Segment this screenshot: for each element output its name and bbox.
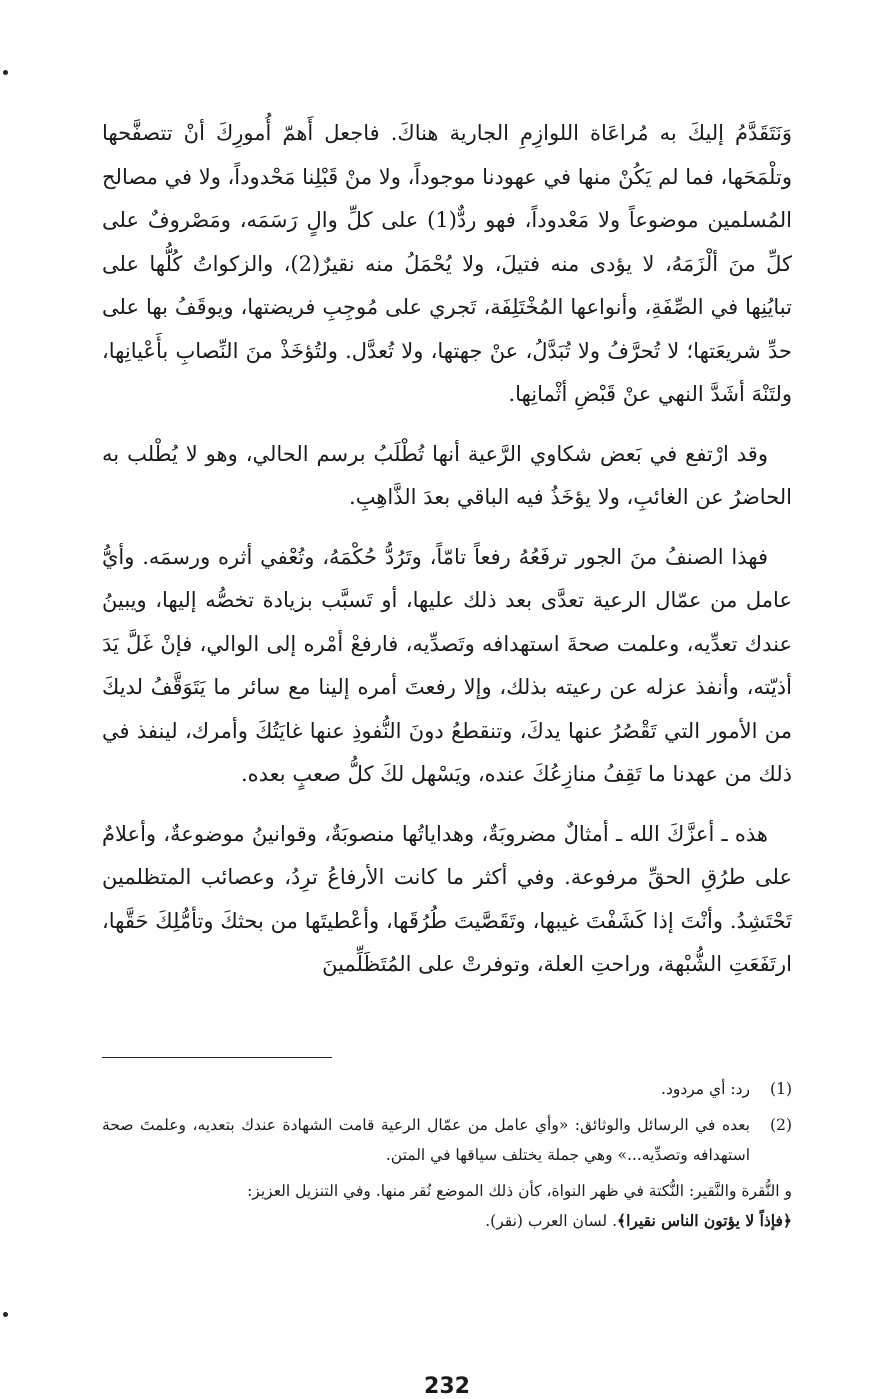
page-number: 232 xyxy=(424,1374,470,1399)
footnote-3 xyxy=(102,1176,792,1236)
quran-quote: ﴿فإذاً لا يؤتون الناس نقيرا﴾ xyxy=(617,1211,792,1230)
footnote-divider xyxy=(102,1057,332,1058)
footnotes xyxy=(102,1074,792,1242)
page-body xyxy=(102,112,793,1399)
footnote-source: . لسان العرب (نقر). xyxy=(485,1212,617,1230)
paragraph-1: وَنَتَقَدَّمُ إليكَ به مُراعَاة اللوازِمِ الجارية هناكَ. فاجعل أَهمّ أُمورِكَ أنْ تتصفَّحها وتلْمَحَها، فما لم يَكُنْ منها في عهودنا موجوداً، ولا منْ قَبْلِنا مَحْدوداً، ولا في مصالح المُسلمين موضوعاً ولا مَعْدوداً، فهو ردٌّ(1) على كلِّ والٍ رَسَمَه، ومَصْروفٌ على كلِّ منَ ألْزَمَهُ، لا يؤدى منه فتيلَ، ولا يُحْمَلُ منه نقيرٌ(2)، والزكواتُ كُلُّها على تبايُنِها في الصِّفَةِ، وأنواعها المُخْتَلِفَة، تَجري على مُوجِبِ فريضتها، ويوقَفُ بها على حدِّ شريعَتها؛ لا تُحرَّفُ ولا تُبَدَّلُ، عنْ جهتها، ولا تُعدَّل. ولتُؤخَذْ منَ النِّصابِ بأَعْيانِها، ولتَنْهَ أشَدَّ النهي عنْ قَبْضِ أثْمانِها. xyxy=(102,121,793,406)
footnote-number: (2) xyxy=(770,1116,792,1134)
footnote-1 xyxy=(102,1074,792,1104)
footnote-2 xyxy=(102,1110,792,1170)
paragraph-2: وقد ارْتفع في بَعض شكاوي الرَّعية أنها تُطْلَبُ برسم الحالي، وهو لا يُطْلب به الحاضرُ عن الغائبِ، ولا يؤخَذُ فيه الباقي بعدَ الذَّاهِبِ. xyxy=(102,441,792,509)
footnote-text-main: و النُّقرة والنَّقير: النُّكتة في ظهر النواة، كأن ذلك الموضع نُقر منها. وفي التنزيل العزيز: xyxy=(247,1182,792,1200)
paragraph-4: هذه ـ أعزَّكَ الله ـ أمثالٌ مضروبَةٌ، وهداياتُها منصوبَةٌ، وقوانينُ موضوعةٌ، وأعلامٌ على طرُقِ الحقِّ مرفوعة. وفي أكثر ما كانت الأرفاعُ ترِدُ، وعصائب المتظلمين تَحْتَشِدُ. وأنْتَ إذا كَشَفْتَ غيبها، وتَقَصَّيتَ طُرُقَها، وأعْطيتَها من بحثكَ وتأمُّلِكَ حَقَّها، ارتَفَعَتِ الشُّبْهة، وراحتِ العلة، وتوفرتْ على المُتَظَلِّمينَ xyxy=(102,821,792,976)
margin-dot-top xyxy=(3,70,8,75)
footnote-text: بعده في الرسائل والوثائق: «وأي عامل من عمّال الرعية قامت الشهادة عندك بتعديه، وعلمتَ صحة استهدافه وتصدِّيه...» وهي جملة يختلف سياقها في المتن. xyxy=(102,1116,750,1164)
footnote-text: رد: أي مردود. xyxy=(661,1080,750,1098)
footnote-text xyxy=(102,1176,792,1236)
margin-dot-bottom xyxy=(3,1312,8,1317)
paragraph-3: فهذا الصنفُ منَ الجور ترفَعُهُ رفعاً تامّاً، وتَرُدُّ حُكْمَهُ، وتُعْفي أثره ورسمَه. وأيُّ عامل من عمّال الرعية تعدَّى بعد ذلك عليها، أو تَسبَّب بزيادة تخصُّه إليها، ويبينُ عندك تعدِّيه، وعلمت صحةَ استهدافه وتَصدِّيه، فارفعْ أمْره إلى الوالي، فإنْ غَلَّ يَدَ أذيّته، وأنفذ عزله عن رعيته بذلك، وإلا رفعتَ أمره إلينا مع سائر ما يَتَوَقَّفُ لديكَ من الأمور التي تَقْصُرُ عنها يدكَ، وتنقطعُ دونَ النُّفوذِ عنها غايَتُكَ وأمرك، لينفذ في ذلك من عهدنا ما تَقِفُ منازِعُكَ عنده، ويَسْهل لكَ كلُّ صعبٍ بعده. xyxy=(102,544,792,786)
footnote-number: (1) xyxy=(770,1080,792,1098)
